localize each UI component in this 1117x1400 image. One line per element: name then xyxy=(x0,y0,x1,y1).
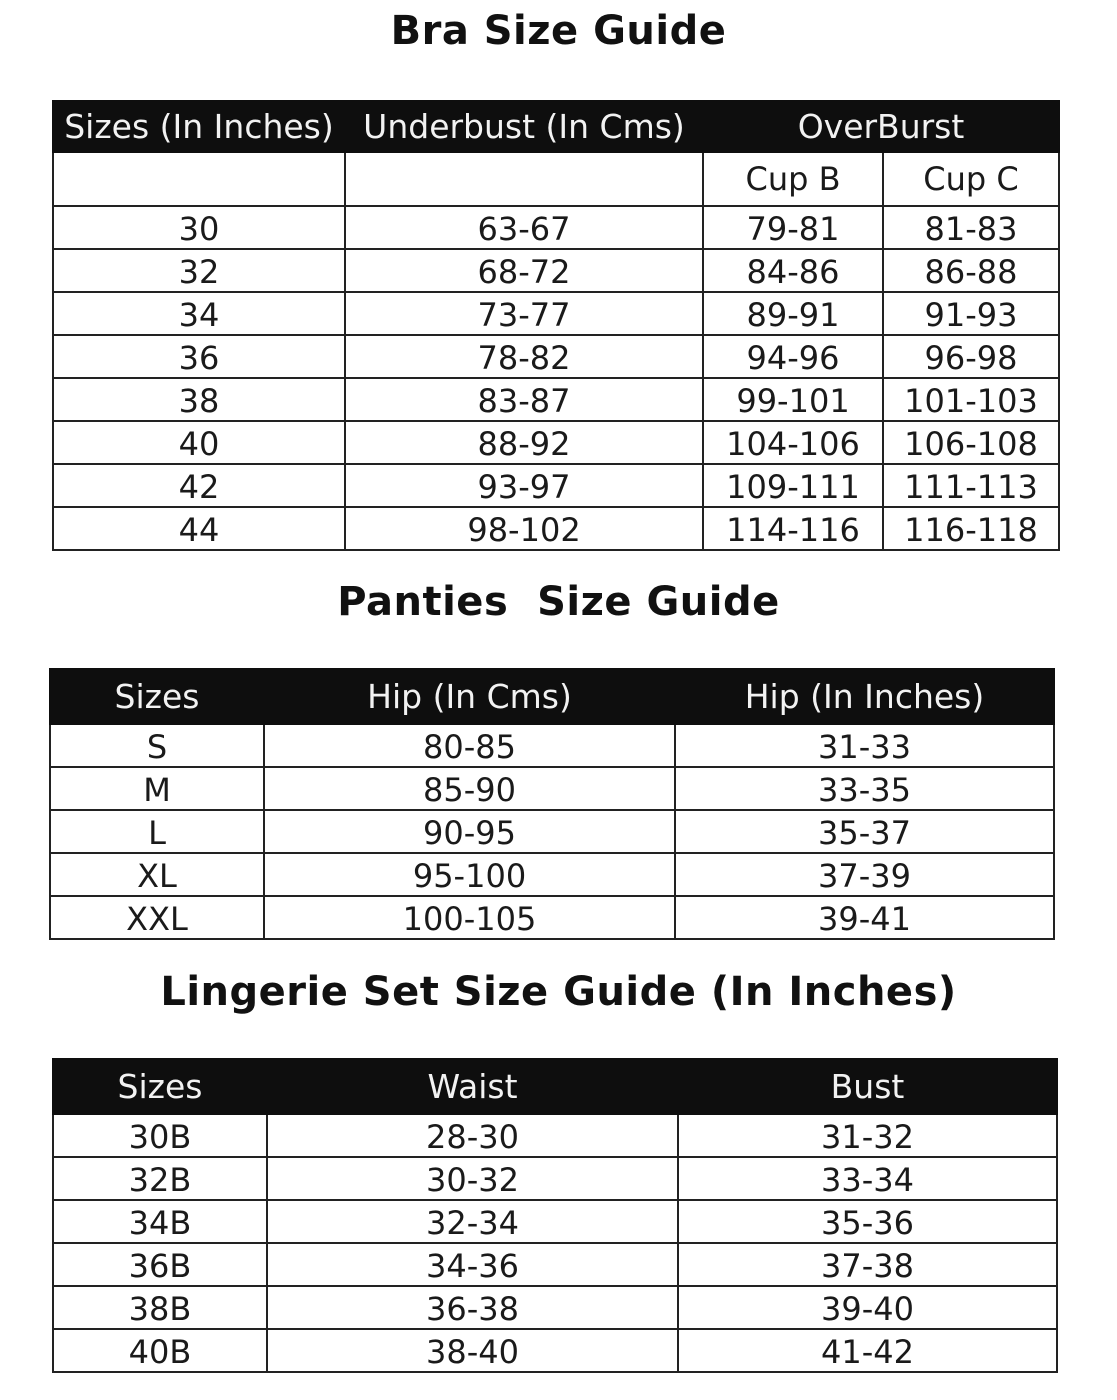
cell-underbust: 98-102 xyxy=(345,507,703,550)
table-row xyxy=(50,724,1054,767)
header-underbust-cms: Underbust (In Cms) xyxy=(345,101,703,152)
cell-cup-b: 104-106 xyxy=(703,421,883,464)
cell-underbust: 78-82 xyxy=(345,335,703,378)
cell-size: 40B xyxy=(53,1329,267,1372)
cell-cup-c: 106-108 xyxy=(883,421,1059,464)
cell-waist: 36-38 xyxy=(267,1286,678,1329)
panties-size-table xyxy=(49,668,1055,940)
cell-size: 32B xyxy=(53,1157,267,1200)
table-row xyxy=(53,1243,1057,1286)
cell-hip-inches: 31-33 xyxy=(675,724,1054,767)
header-sizes-inches: Sizes (In Inches) xyxy=(53,101,345,152)
cell-size: 30 xyxy=(53,206,345,249)
cell-waist: 38-40 xyxy=(267,1329,678,1372)
header-hip-cms: Hip (In Cms) xyxy=(264,669,675,724)
cell-size: 36 xyxy=(53,335,345,378)
subheader-cup-b: Cup B xyxy=(703,152,883,206)
cell-hip-inches: 35-37 xyxy=(675,810,1054,853)
cell-cup-b: 79-81 xyxy=(703,206,883,249)
cell-size: 42 xyxy=(53,464,345,507)
cell-underbust: 83-87 xyxy=(345,378,703,421)
cell-hip-inches: 37-39 xyxy=(675,853,1054,896)
cell-underbust: 63-67 xyxy=(345,206,703,249)
table-row xyxy=(53,378,1059,421)
cell-bust: 39-40 xyxy=(678,1286,1057,1329)
header-sizes: Sizes xyxy=(53,1059,267,1114)
lingerie-size-table xyxy=(52,1058,1058,1373)
cell-cup-b: 109-111 xyxy=(703,464,883,507)
cell-size: 38B xyxy=(53,1286,267,1329)
table-row xyxy=(53,464,1059,507)
table-row xyxy=(53,507,1059,550)
cell-hip-cms: 95-100 xyxy=(264,853,675,896)
subheader-empty-sizes xyxy=(53,152,345,206)
cell-size: 34 xyxy=(53,292,345,335)
bra-size-guide-title: Bra Size Guide xyxy=(390,8,727,54)
cell-size: 32 xyxy=(53,249,345,292)
cell-cup-b: 114-116 xyxy=(703,507,883,550)
table-row xyxy=(53,1157,1057,1200)
cell-underbust: 88-92 xyxy=(345,421,703,464)
cell-waist: 28-30 xyxy=(267,1114,678,1157)
cell-bust: 35-36 xyxy=(678,1200,1057,1243)
subheader-cup-c: Cup C xyxy=(883,152,1059,206)
cell-bust: 37-38 xyxy=(678,1243,1057,1286)
table-row xyxy=(50,896,1054,939)
table-row xyxy=(53,1286,1057,1329)
table-row xyxy=(50,810,1054,853)
table-row xyxy=(53,335,1059,378)
cell-cup-c: 91-93 xyxy=(883,292,1059,335)
header-overbust: OverBurst xyxy=(703,101,1059,152)
cell-underbust: 93-97 xyxy=(345,464,703,507)
panties-size-guide-title: Panties Size Guide xyxy=(337,579,780,625)
lingerie-size-guide-title: Lingerie Set Size Guide (In Inches) xyxy=(160,969,957,1015)
table-row xyxy=(53,292,1059,335)
cell-size: S xyxy=(50,724,264,767)
header-hip-inches: Hip (In Inches) xyxy=(675,669,1054,724)
header-waist: Waist xyxy=(267,1059,678,1114)
table-row xyxy=(53,1329,1057,1372)
cell-waist: 32-34 xyxy=(267,1200,678,1243)
cell-underbust: 68-72 xyxy=(345,249,703,292)
cell-hip-inches: 33-35 xyxy=(675,767,1054,810)
cell-cup-c: 101-103 xyxy=(883,378,1059,421)
cell-size: 30B xyxy=(53,1114,267,1157)
cell-size: XXL xyxy=(50,896,264,939)
table-row xyxy=(53,206,1059,249)
cell-cup-c: 86-88 xyxy=(883,249,1059,292)
table-row xyxy=(50,767,1054,810)
subheader-empty-underbust xyxy=(345,152,703,206)
bra-size-table xyxy=(52,100,1060,551)
cell-cup-c: 81-83 xyxy=(883,206,1059,249)
cell-cup-b: 99-101 xyxy=(703,378,883,421)
cell-cup-b: 94-96 xyxy=(703,335,883,378)
cell-size: 40 xyxy=(53,421,345,464)
cell-size: L xyxy=(50,810,264,853)
cell-cup-c: 116-118 xyxy=(883,507,1059,550)
table-row xyxy=(53,421,1059,464)
cell-bust: 41-42 xyxy=(678,1329,1057,1372)
cell-cup-c: 111-113 xyxy=(883,464,1059,507)
header-sizes: Sizes xyxy=(50,669,264,724)
cell-size: XL xyxy=(50,853,264,896)
cell-size: 44 xyxy=(53,507,345,550)
cell-cup-b: 84-86 xyxy=(703,249,883,292)
cell-size: M xyxy=(50,767,264,810)
cell-cup-b: 89-91 xyxy=(703,292,883,335)
table-row xyxy=(50,853,1054,896)
cell-size: 38 xyxy=(53,378,345,421)
header-bust: Bust xyxy=(678,1059,1057,1114)
cell-size: 34B xyxy=(53,1200,267,1243)
cell-hip-inches: 39-41 xyxy=(675,896,1054,939)
table-row xyxy=(53,249,1059,292)
cell-waist: 30-32 xyxy=(267,1157,678,1200)
cell-underbust: 73-77 xyxy=(345,292,703,335)
table-row xyxy=(53,1200,1057,1243)
cell-cup-c: 96-98 xyxy=(883,335,1059,378)
cell-hip-cms: 100-105 xyxy=(264,896,675,939)
cell-hip-cms: 80-85 xyxy=(264,724,675,767)
cell-size: 36B xyxy=(53,1243,267,1286)
cell-waist: 34-36 xyxy=(267,1243,678,1286)
cell-bust: 33-34 xyxy=(678,1157,1057,1200)
cell-bust: 31-32 xyxy=(678,1114,1057,1157)
cell-hip-cms: 85-90 xyxy=(264,767,675,810)
cell-hip-cms: 90-95 xyxy=(264,810,675,853)
table-row xyxy=(53,1114,1057,1157)
